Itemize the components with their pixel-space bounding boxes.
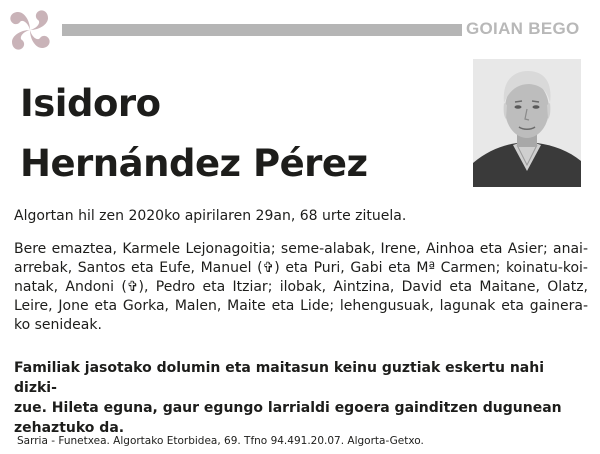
portrait-photo (473, 59, 581, 187)
lauburu-icon (6, 6, 54, 54)
intro-text: Algortan hil zen 2020ko apirilaren 29an, 68 urte zituela. (14, 208, 407, 224)
thanks-text (14, 358, 588, 438)
family-line: natak, Andoni (✞), Pedro eta Itziar; ilobak, Aintzina, David eta Maitane, Olatz, (14, 279, 588, 295)
header-bar (62, 24, 462, 36)
thanks-line: zehaztuko da. (14, 420, 125, 436)
surname: Hernández Pérez (20, 142, 368, 185)
thanks-line: zue. Hileta eguna, gaur egungo larrialdi egoera gainditzen dugunean (14, 400, 562, 416)
header-label: GOIAN BEGO (466, 19, 580, 38)
first-name: Isidoro (20, 82, 161, 125)
family-text (14, 240, 588, 335)
funeral-home-footer: Sarria - Funetxea. Algortako Etorbidea, 69. Tfno 94.491.20.07. Algorta-Getxo. (17, 435, 424, 447)
thanks-line: Familiak jasotako dolumin eta maitasun keinu guztiak eskertu nahi dizki- (14, 360, 544, 396)
family-line: arrebak, Santos eta Eufe, Manuel (✞) eta Puri, Gabi eta Mª Carmen; koinatu-koi- (14, 260, 588, 276)
family-line: Leire, Jone eta Gorka, Malen, Maite eta Lide; lehengusuak, lagunak eta gainera- (14, 298, 588, 314)
family-line: Bere emaztea, Karmele Lejonagoitia; seme-alabak, Irene, Ainhoa eta Asier; anai- (14, 241, 588, 257)
family-line: ko senideak. (14, 317, 102, 333)
